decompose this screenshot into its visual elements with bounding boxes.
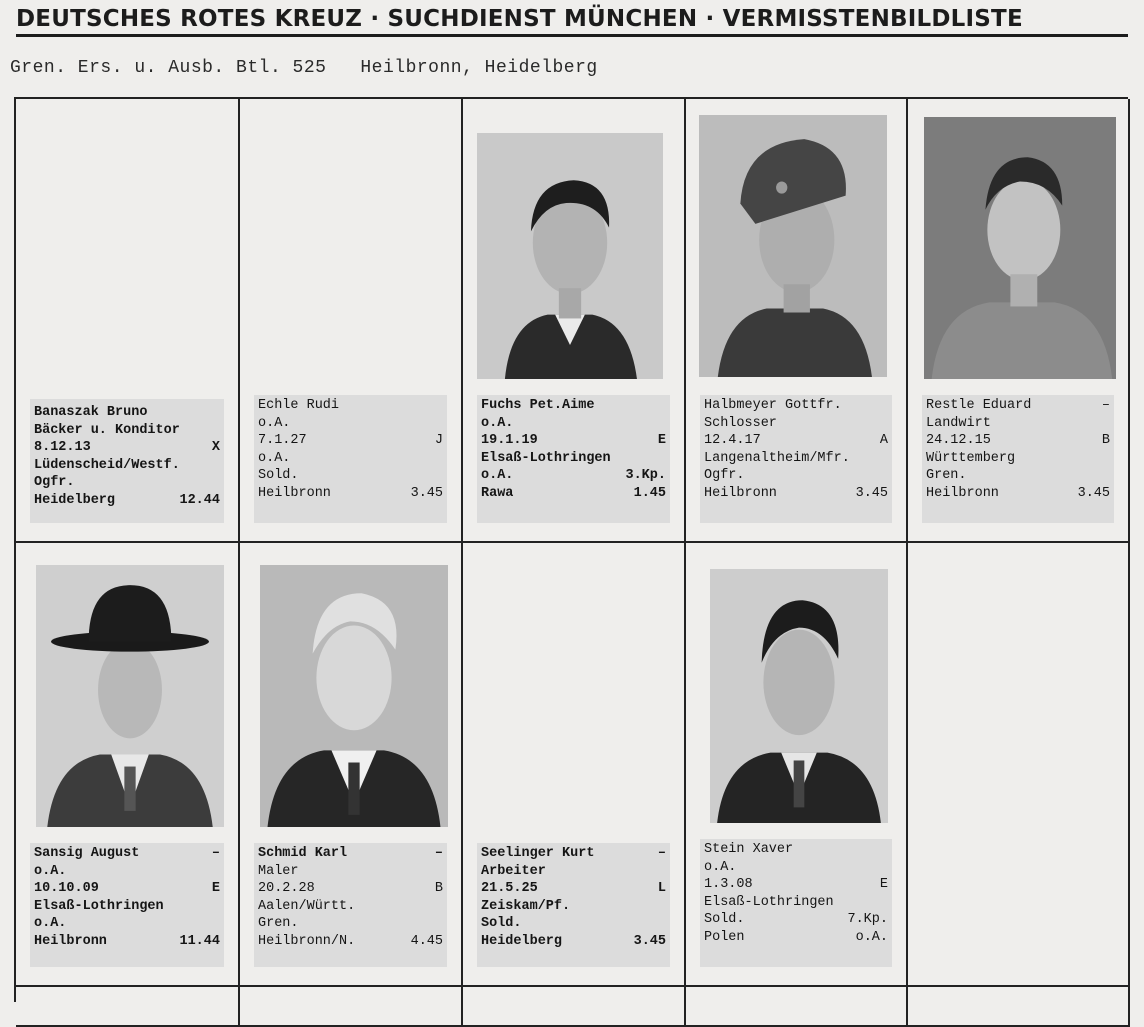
person-last-date: 3.45 bbox=[855, 485, 888, 501]
uniform-photo bbox=[924, 117, 1116, 379]
suit-photo bbox=[710, 569, 888, 823]
person-last-place: Heilbronn/N. bbox=[258, 933, 356, 949]
person-occupation: o.A. bbox=[704, 859, 737, 875]
person-unit: 7.Kp. bbox=[847, 912, 888, 928]
person-occupation: Arbeiter bbox=[481, 863, 546, 879]
person-birthdate: 20.2.28 bbox=[258, 881, 315, 897]
person-name: Banaszak Bruno bbox=[34, 405, 148, 420]
person-occupation: Landwirt bbox=[926, 415, 991, 431]
person-card bbox=[463, 543, 686, 987]
person-last-date: 12.44 bbox=[179, 492, 220, 508]
person-last-date: 3.45 bbox=[410, 485, 443, 501]
person-name: Stein Xaver bbox=[704, 842, 794, 857]
person-info bbox=[700, 839, 892, 967]
person-last-place: Heilbronn bbox=[704, 485, 777, 501]
person-birthdate: 7.1.27 bbox=[258, 433, 307, 449]
suit-photo bbox=[260, 565, 448, 827]
person-occupation: o.A. bbox=[258, 415, 291, 431]
person-rank: Sold. bbox=[704, 912, 745, 928]
page-title: DEUTSCHES ROTES KREUZ · SUCHDIENST MÜNCHEN · VERMISSTENBILDLISTE bbox=[16, 4, 1128, 37]
person-birthplace: Lüdenscheid/Westf. bbox=[34, 457, 180, 473]
person-name: Restle Eduard bbox=[926, 398, 1032, 413]
person-birthplace: Elsaß-Lothringen bbox=[704, 894, 834, 910]
person-occupation: Schlosser bbox=[704, 415, 777, 431]
person-card bbox=[16, 543, 240, 987]
person-last-place: Heilbronn bbox=[258, 485, 331, 501]
person-code: J bbox=[434, 433, 443, 449]
missing-persons-grid bbox=[14, 97, 1128, 1002]
person-rank: Ogfr. bbox=[704, 468, 745, 484]
person-birthplace: Elsaß-Lothringen bbox=[481, 450, 611, 466]
person-birthdate: 24.12.15 bbox=[926, 433, 991, 449]
person-code: B bbox=[434, 881, 443, 897]
person-last-date: o.A. bbox=[855, 929, 888, 945]
person-last-place: Rawa bbox=[481, 485, 514, 501]
person-occupation: o.A. bbox=[481, 415, 514, 431]
person-card bbox=[908, 99, 1130, 543]
person-info: Restle Eduard – Landwirt 24.12.15 B Württemberg Gren. Heilbronn 3.45 bbox=[922, 395, 1114, 523]
person-info bbox=[254, 395, 447, 523]
empty-card bbox=[463, 987, 686, 1027]
person-birthplace: Elsaß-Lothringen bbox=[34, 898, 164, 914]
person-rank: Sold. bbox=[481, 916, 522, 932]
person-last-place: Heilbronn bbox=[926, 485, 999, 501]
person-name: Echle Rudi bbox=[258, 398, 340, 413]
person-unit: 3.Kp. bbox=[625, 468, 666, 484]
person-photo bbox=[477, 133, 663, 379]
empty-card bbox=[16, 987, 240, 1027]
person-info: Seelinger Kurt – Arbeiter 21.5.25 L Zeiskam/Pf. Sold. Heidelberg 3.45 bbox=[477, 843, 670, 967]
unit-line bbox=[10, 58, 598, 78]
portrait-photo bbox=[699, 115, 887, 377]
person-birthplace: o.A. bbox=[258, 450, 291, 466]
person-code: A bbox=[879, 433, 888, 449]
empty-card bbox=[686, 987, 908, 1027]
person-code: E bbox=[879, 877, 888, 893]
person-code: E bbox=[211, 881, 220, 897]
empty-card bbox=[908, 543, 1130, 987]
person-rank: Gren. bbox=[926, 468, 967, 484]
person-rank: o.A. bbox=[481, 468, 514, 484]
person-name: Seelinger Kurt bbox=[481, 846, 595, 861]
empty-card bbox=[908, 987, 1130, 1027]
person-info: Sansig August – o.A. 10.10.09 E Elsaß-Lothringen o.A. Heilbronn 11.44 bbox=[30, 843, 224, 967]
person-occupation: Bäcker u. Konditor bbox=[34, 422, 180, 438]
person-birthplace: Aalen/Württ. bbox=[258, 898, 356, 914]
person-birthdate: 19.1.19 bbox=[481, 433, 538, 449]
person-last-date: 3.45 bbox=[633, 933, 666, 949]
person-card bbox=[16, 99, 240, 543]
person-last-place: Heilbronn bbox=[34, 933, 107, 949]
person-card bbox=[463, 99, 686, 543]
person-last-place: Heidelberg bbox=[481, 933, 563, 949]
person-card bbox=[240, 543, 463, 987]
unit-locations: Heilbronn, Heidelberg bbox=[360, 58, 598, 78]
person-birthplace: Württemberg bbox=[926, 450, 1016, 466]
person-occupation: o.A. bbox=[34, 863, 67, 879]
person-birthplace: Zeiskam/Pf. bbox=[481, 898, 571, 914]
person-card bbox=[686, 543, 908, 987]
person-info bbox=[477, 395, 670, 523]
person-birthdate: 8.12.13 bbox=[34, 440, 91, 456]
person-last-date: 3.45 bbox=[1077, 485, 1110, 501]
person-birthdate: 1.3.08 bbox=[704, 877, 753, 893]
person-rank: Sold. bbox=[258, 468, 299, 484]
person-rank: Ogfr. bbox=[34, 475, 75, 491]
portrait-photo bbox=[477, 133, 663, 379]
person-code: B bbox=[1101, 433, 1110, 449]
portrait-photo bbox=[260, 565, 448, 827]
empty-card bbox=[240, 987, 463, 1027]
person-rank: o.A. bbox=[34, 916, 67, 932]
person-rank: Gren. bbox=[258, 916, 299, 932]
soldier-cap-photo bbox=[699, 115, 887, 377]
person-birthdate: 21.5.25 bbox=[481, 881, 538, 897]
person-card bbox=[240, 99, 463, 543]
person-last-date: 11.44 bbox=[179, 933, 220, 949]
person-name: Schmid Karl bbox=[258, 846, 348, 861]
hat-photo bbox=[36, 565, 224, 827]
person-code: X bbox=[211, 440, 220, 456]
portrait-photo bbox=[36, 565, 224, 827]
person-last-date: 4.45 bbox=[410, 933, 443, 949]
person-info bbox=[30, 399, 224, 523]
person-name: Halbmeyer Gottfr. bbox=[704, 398, 842, 413]
person-birthdate: 12.4.17 bbox=[704, 433, 761, 449]
person-last-place: Polen bbox=[704, 929, 745, 945]
person-code: L bbox=[657, 881, 666, 897]
person-last-place: Heidelberg bbox=[34, 492, 116, 508]
person-info bbox=[700, 395, 892, 523]
person-occupation: Maler bbox=[258, 863, 299, 879]
portrait-photo bbox=[924, 117, 1116, 379]
person-card bbox=[686, 99, 908, 543]
person-birthplace: Langenaltheim/Mfr. bbox=[704, 450, 850, 466]
portrait-photo bbox=[710, 569, 888, 823]
person-name: Fuchs Pet.Aime bbox=[481, 398, 595, 413]
person-code: E bbox=[657, 433, 666, 449]
person-last-date: 1.45 bbox=[633, 485, 666, 501]
person-name: Sansig August bbox=[34, 846, 140, 861]
unit-name: Gren. Ers. u. Ausb. Btl. 525 bbox=[10, 58, 327, 78]
person-info: Schmid Karl – Maler 20.2.28 B Aalen/Württ. Gren. Heilbronn/N. 4.45 bbox=[254, 843, 447, 967]
person-birthdate: 10.10.09 bbox=[34, 881, 99, 897]
